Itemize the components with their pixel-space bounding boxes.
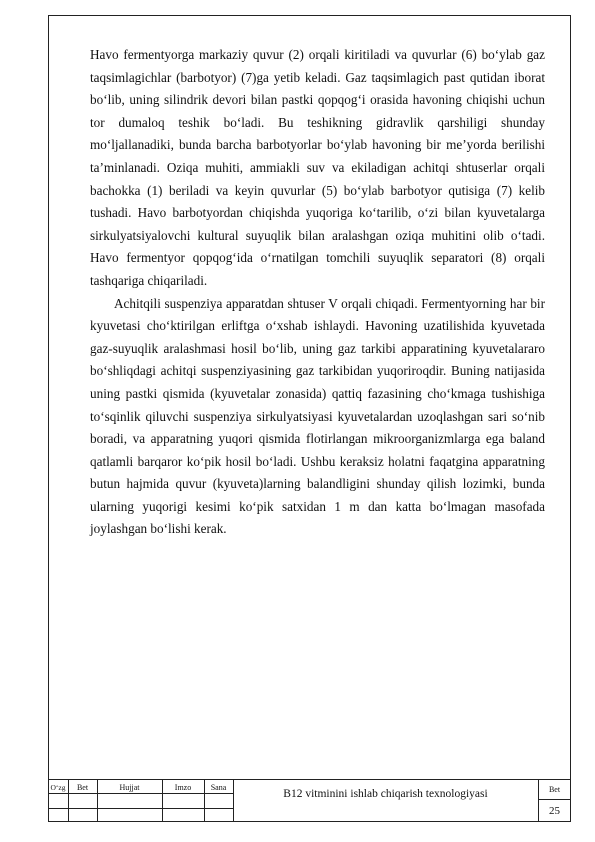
stamp-col-ozg: O‘zg: [50, 782, 66, 792]
sheet-number: 25: [549, 804, 560, 817]
body-text: [90, 44, 545, 541]
stamp-col-imzo: Imzo: [174, 782, 192, 792]
paragraph-1: Havo fermentyorga markaziy quvur (2) orqali kiritiladi va quvurlar (6) bo‘ylab gaz taqsimlagichlar (barbotyor) (7)ga yetib keladi. Gaz taqsimlagich past qutidan iborat bo‘lib, uning silindrik devori bilan pastki qopqog‘i orasida havoning chiqishi uchun tor dumaloq teshik bo‘ladi. Bu teshikning gidravlik qarshiligi shunday mo‘ljallanadiki, bunda barcha barbotyorlar bo‘ylab havoning bir me’yorda berilishi ta’minlanadi. Oziqa muhiti, ammiakli suv va ekiladigan achitqi shtuserlar orqali bachokka (1) beriladi va keyin quvurlar (5) bo‘ylab barbotyor qutisiga (7) kelib tushadi. Havo barbotyordan chiqishda yuqoriga ko‘tarilib, o‘zi bilan kyuvetalarga sirkulyatsiyalovchi kultural suyuqlik bilan aralashgan oziqa muhitini olib o‘tadi. Havo fermentyor qopqog‘ida o‘rnatilgan tomchili suyuqlik separatori (8) orqali tashqariga chiqariladi.: [90, 47, 545, 288]
paragraph-2: Achitqili suspenziya apparatdan shtuser V orqali chiqadi. Fermentyorning har bir kyuvetasi cho‘ktirilgan erliftga o‘xshab ishlaydi. Havoning uzatilishida kyuvetada gaz-suyuqlik aralashmasi hosil bo‘lib, uning gaz tarkibi apparatining kyuvetalararo bo‘shliqdagi achitqi suspenziyasining gaz tarkibidan yuqoriroqdir. Buning natijasida uning pastki qismida (kyuvetalar zonasida) qattiq fazasining cho‘kmaga tushishiga to‘sqinlik qiluvchi suspenziya sirkulyatsiyasi kyuvetalardan uzoqlashgan sari so‘nib boradi, va apparatning yuqori qismida flotirlangan mikroorganizmlarga ega baland qatlamli barqaror ko‘pik hosil bo‘ladi. Ushbu keraksiz holatni faqatgina apparatning butun hajmida quvur (kyuveta)larning balandligini shunday qilish lozimki, bunda ularning yuqorigi kesimi ko‘pik satxidan 1 m dan katta bo‘lmagan masofada joylashgan bo‘lishi kerak.: [90, 295, 545, 537]
stamp-col-hujjat: Hujjat: [119, 782, 140, 792]
stamp-col-sana: Sana: [210, 782, 227, 792]
sheet-label: Bet: [548, 784, 561, 794]
stamp-col-bet: Bet: [76, 782, 89, 792]
document-title: B12 vitminini ishlab chiqarish texnologiyasi: [283, 788, 488, 800]
